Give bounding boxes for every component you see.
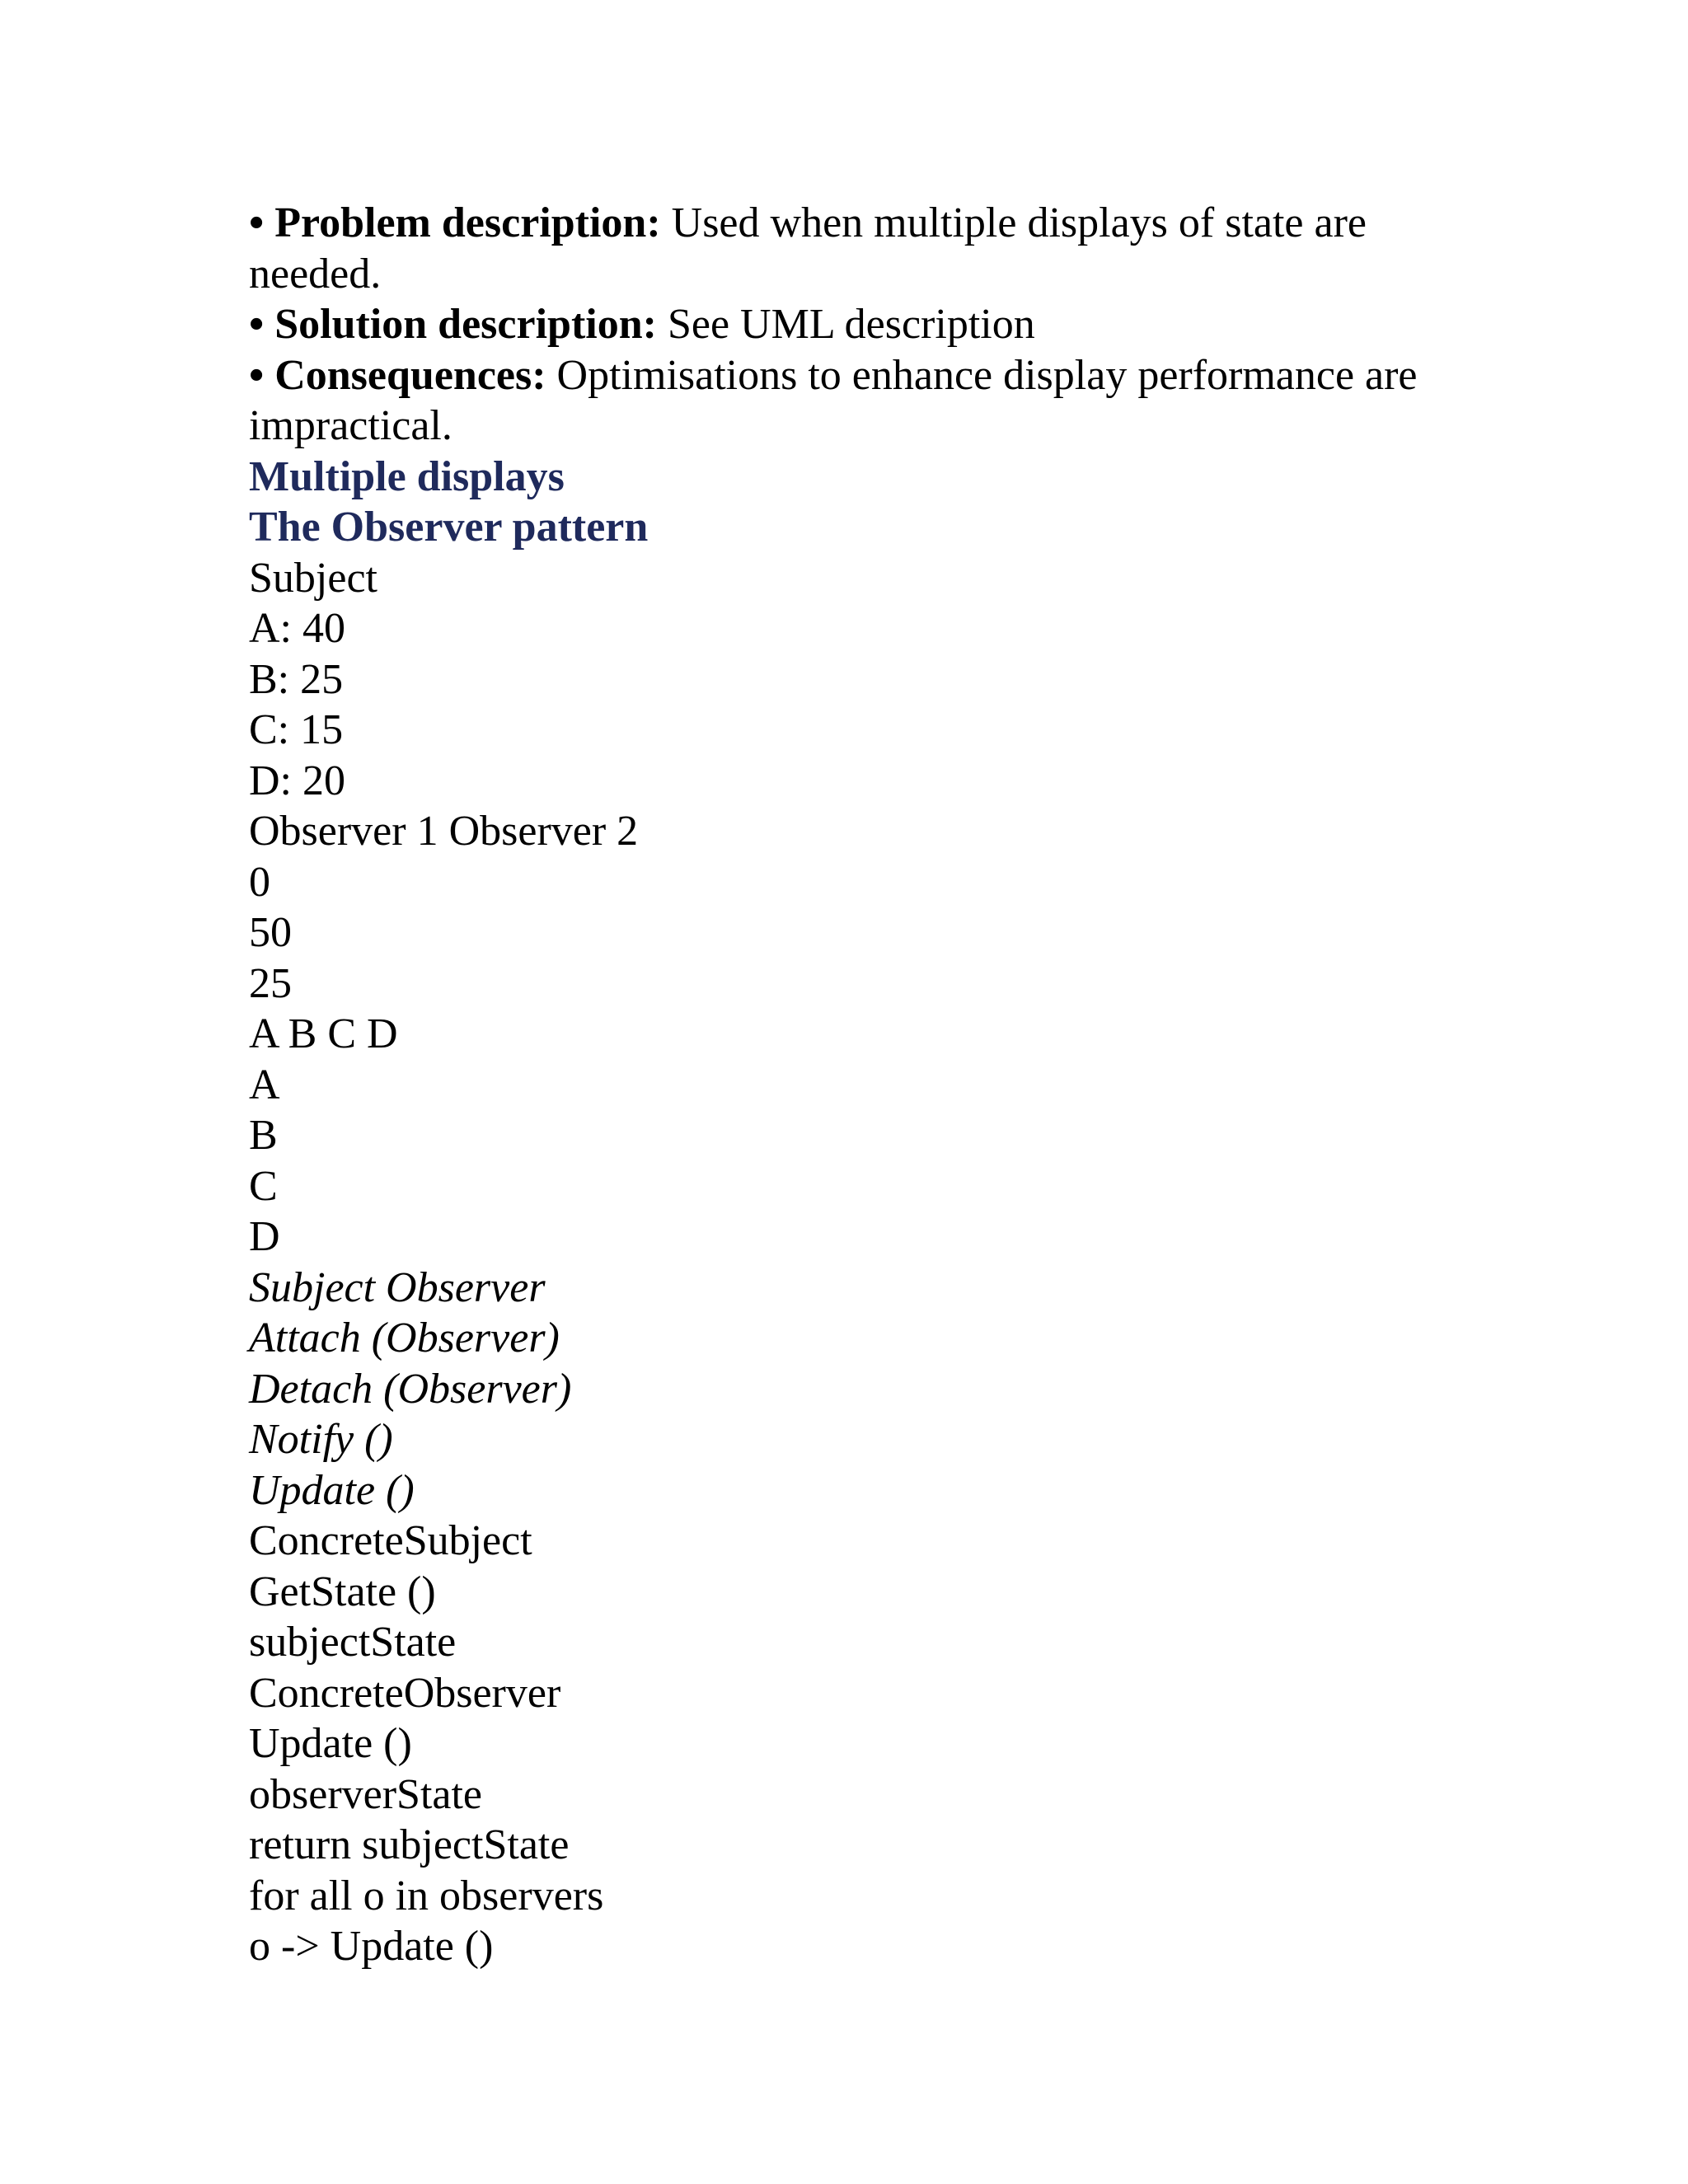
uml-concrete-attribute: observerState: [249, 1770, 483, 1818]
figure-pie-label: A: [249, 1061, 280, 1108]
heading-observer-pattern: The Observer pattern: [249, 504, 649, 551]
bullet-label: • Solution description:: [249, 301, 657, 348]
uml-concrete-method: GetState (): [249, 1568, 436, 1615]
uml-note-text: for all o in observers: [249, 1872, 604, 1919]
figure-axis-tick: 25: [249, 959, 292, 1007]
bullet-problem-description: [249, 198, 1452, 299]
figure-pie-label: C: [249, 1162, 278, 1210]
uml-note-text: o -> Update (): [249, 1923, 494, 1970]
uml-abstract-classes: Subject Observer: [249, 1263, 546, 1311]
figure-pie-label: D: [249, 1213, 280, 1260]
bullet-text: Optimisations to enhance display performance are impractical.: [249, 351, 1418, 449]
uml-concrete-subject: ConcreteSubject: [249, 1517, 532, 1564]
bullet-text: See UML description: [656, 301, 1035, 348]
uml-note-text: return subjectState: [249, 1821, 570, 1868]
figure-observers-label: Observer 1 Observer 2: [249, 808, 639, 855]
figure-bar-labels: A B C D: [249, 1010, 398, 1057]
heading-multiple-displays: Multiple displays: [249, 452, 565, 500]
figure-subject-label: Subject: [249, 554, 377, 602]
uml-concrete-method: Update (): [249, 1720, 412, 1767]
uml-abstract-method: Detach (Observer): [249, 1365, 572, 1413]
figure-value: A: 40: [249, 605, 345, 652]
figure-pie-label: B: [249, 1112, 278, 1159]
figure-value: C: 15: [249, 706, 344, 753]
uml-concrete-observer: ConcreteObserver: [249, 1669, 561, 1717]
bullet-label: • Problem description:: [249, 199, 661, 246]
figure-axis-tick: 0: [249, 858, 270, 906]
uml-concrete-attribute: subjectState: [249, 1619, 457, 1666]
uml-abstract-method: Notify (): [249, 1416, 393, 1463]
uml-abstract-method: Update (): [249, 1466, 415, 1514]
uml-abstract-method: Attach (Observer): [249, 1315, 560, 1361]
figure-axis-tick: 50: [249, 909, 292, 956]
figure-value: B: 25: [249, 655, 344, 703]
bullet-solution-description: [249, 299, 1452, 350]
bullet-label: • Consequences:: [249, 351, 546, 399]
figure-value: D: 20: [249, 757, 345, 804]
document-page: [249, 198, 1452, 1972]
bullet-consequences: [249, 350, 1452, 452]
bullet-text: Used when multiple displays of state are needed.: [249, 199, 1367, 298]
